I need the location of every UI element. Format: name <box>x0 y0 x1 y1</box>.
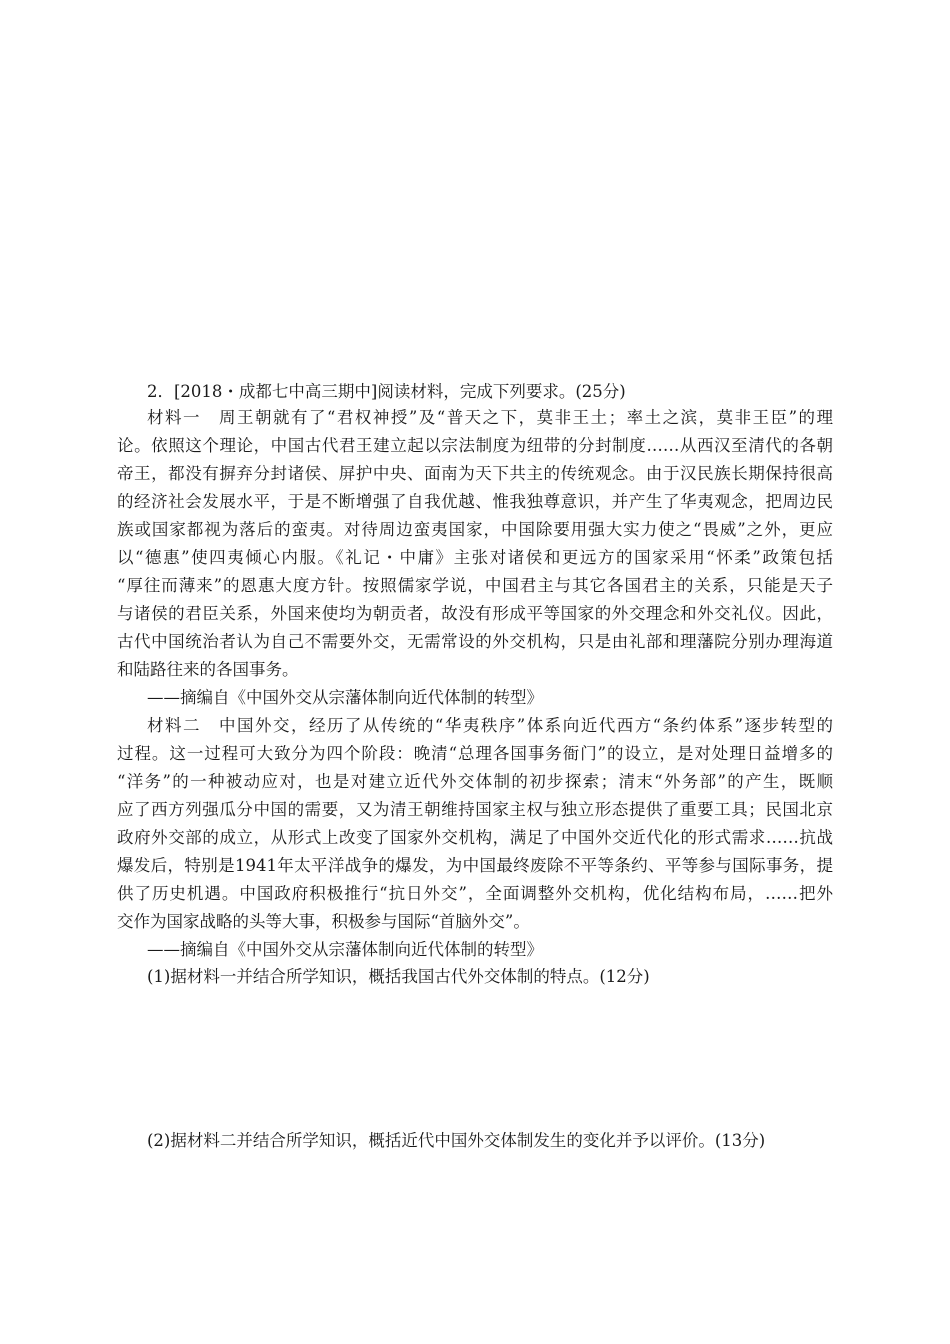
material2-line: 材料二 中国外交，经历了从传统的“华夷秩序”体系向近代西方“条约体系”逐步转型的 <box>147 716 833 735</box>
material1-source: ——摘编自《中国外交从宗藩体制向近代体制的转型》 <box>147 688 543 707</box>
sub-question-2: (2)据材料二并结合所学知识，概括近代中国外交体制发生的变化并予以评价。(13分) <box>147 1131 766 1150</box>
material2-line: 爆发后，特别是1941年太平洋战争的爆发，为中国最终废除不平等条约、平等参与国际事务，提 <box>117 856 833 875</box>
material1-line: 以“德惠”使四夷倾心内服。《礼记・中庸》主张对诸侯和更远方的国家采用“怀柔”政策包括 <box>117 548 833 567</box>
material1-line: 与诸侯的君臣关系，外国来使均为朝贡者，故没有形成平等国家的外交理念和外交礼仪。因此， <box>117 604 833 623</box>
material1-line: 的经济社会发展水平，于是不断增强了自我优越、惟我独尊意识，并产生了华夷观念，把周边民 <box>117 492 833 511</box>
material2-line: 应了西方列强瓜分中国的需要，又为清王朝维持国家主权与独立形态提供了重要工具；民国北京 <box>117 800 833 819</box>
material1-line: 材料一 周王朝就有了“君权神授”及“普天之下，莫非王土；率土之滨，莫非王臣”的理 <box>147 408 833 427</box>
material1-line: “厚往而薄来”的恩惠大度方针。按照儒家学说，中国君主与其它各国君主的关系，只能是天子 <box>117 576 833 595</box>
material1-line: 族或国家都视为落后的蛮夷。对待周边蛮夷国家，中国除要用强大实力使之“畏威”之外，更应 <box>117 520 833 539</box>
material2-line: 供了历史机遇。中国政府积极推行“抗日外交”，全面调整外交机构，优化结构布局，……把外 <box>117 884 833 903</box>
sub-question-1: (1)据材料一并结合所学知识，概括我国古代外交体制的特点。(12分) <box>147 967 650 986</box>
material2-line: 政府外交部的成立，从形式上改变了国家外交机构，满足了中国外交近代化的形式需求……抗战 <box>117 828 833 847</box>
question-header: 2．[2018・成都七中高三期中]阅读材料，完成下列要求。(25分) <box>147 382 626 401</box>
material1-line: 古代中国统治者认为自己不需要外交，无需常设的外交机构，只是由礼部和理藩院分别办理海道 <box>117 632 833 651</box>
material2-line: 过程。这一过程可大致分为四个阶段：晚清“总理各国事务衙门”的设立，是对处理日益增多的 <box>117 744 833 763</box>
material2-source: ——摘编自《中国外交从宗藩体制向近代体制的转型》 <box>147 940 543 959</box>
material2-line: “洋务”的一种被动应对，也是对建立近代外交体制的初步探索；清末“外务部”的产生，既顺 <box>117 772 833 791</box>
material1-line: 和陆路往来的各国事务。 <box>117 660 299 679</box>
material1-line: 帝王，都没有摒弃分封诸侯、屏护中央、面南为天下共主的传统观念。由于汉民族长期保持很高 <box>117 464 833 483</box>
material1-line: 论。依照这个理论，中国古代君王建立起以宗法制度为纽带的分封制度……从西汉至清代的各朝 <box>117 436 833 455</box>
material2-line: 交作为国家战略的头等大事，积极参与国际“首脑外交”。 <box>117 912 530 931</box>
